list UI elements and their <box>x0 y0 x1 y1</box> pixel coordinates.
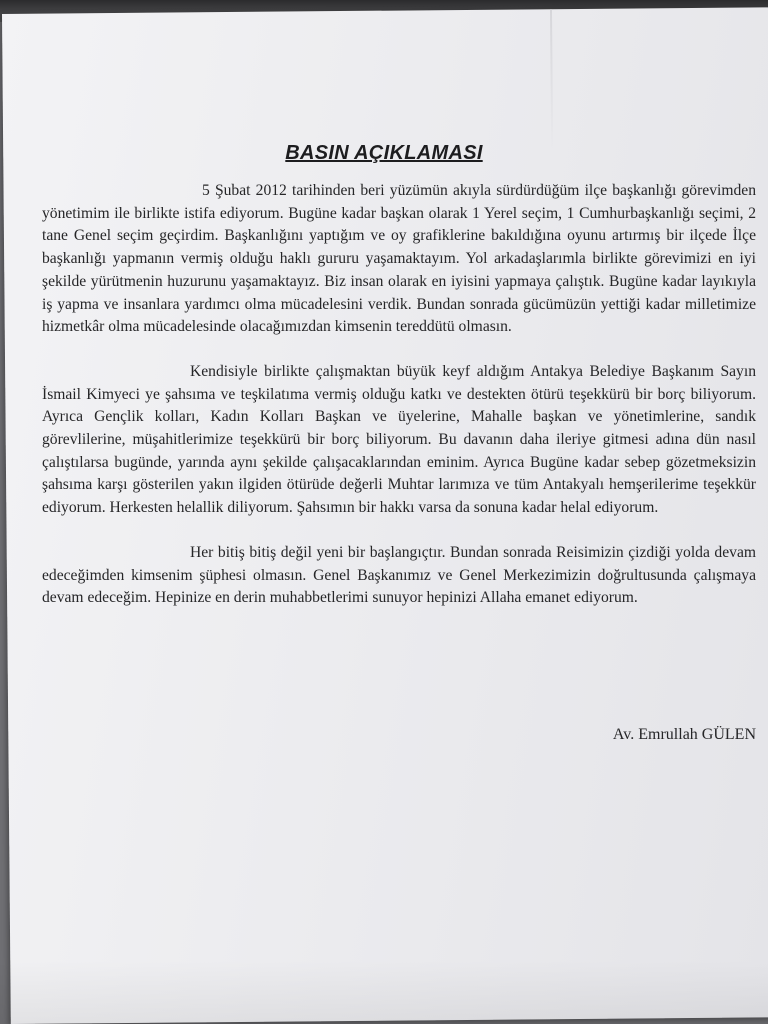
paper-fold-line <box>550 9 553 149</box>
document-body <box>42 180 756 632</box>
signature: Av. Emrullah GÜLEN <box>612 726 756 743</box>
document-title: BASIN AÇIKLAMASI <box>285 142 483 164</box>
paragraph-1: 5 Şubat 2012 tarihinden beri yüzümün akıyla sürdürdüğüm ilçe başkanlığı görevimden yönetimim ile birlikte istifa ediyorum. Bugüne kadar başkan olarak 1 Yerel seçim, 1 Cumhurbaşkanlığı seçimi, 2 tane Genel seçim geçirdim. Başkanlığını yaptığım ve oy grafiklerine bakıldığına oyunu artırmış bir ilçede İlçe başkanlığı yapmanın vermiş olduğu haklı gururu yaşamaktayım. Yol arkadaşlarımla birlikte görevimizi en iyi şekilde yürütmenin huzurunu yaşamaktayız. Biz insan olarak en iyisini yapmaya çalıştık. Bugüne kadar layıkıyla iş yapma ve insanlara yardımcı olma mücadelesini verdik. Bundan sonrada gücümüzün yettiği kadar milletimize hizmetkâr olma mücadelesinde olacağımızdan kimsenin tereddütü olmasın. <box>42 182 756 336</box>
paragraph-3: Her bitiş bitiş değil yeni bir başlangıçtır. Bundan sonrada Reisimizin çizdiği yolda devam edeceğimden kimsenim şüphesi olmasın. Genel Başkanımız ve Genel Merkezimizin doğrultusunda çalışmaya devam edeceğim. Hepinize en derin muhabbetlerimi sunuyor hepinizi Allaha emanet ediyorum. <box>42 543 756 607</box>
paragraph-2: Kendisiyle birlikte çalışmaktan büyük keyf aldığım Antakya Belediye Başkanım Sayın İsmail Kimyeci ye şahsıma ve teşkilatıma vermiş olduğu katkı ve destekten ötürü teşekkürü bir borç biliyorum. Ayrıca Gençlik kolları, Kadın Kolları Başkan ve üyelerine, Mahalle başkan ve yönetimlerine, sandık görevlilerine, müşahitlerimize teşekkürü bir borç biliyorum. Bu davanın daha ileriye gitmesi adına dün nasıl çalıştılarsa bugünde, yarında aynı şekilde çalışacaklarından eminim. Ayrıca Bugüne kadar sebep gözetmeksizin şahsıma karşı gösterilen yakın ilgiden ötürüde değerli Muhtar larımıza ve tüm Antakyalı hemşerilerime teşekkür ediyorum. Herkesten helallik diliyorum. Şahsımın bir hakkı varsa da sonuna kadar helal ediyorum. <box>42 362 756 517</box>
